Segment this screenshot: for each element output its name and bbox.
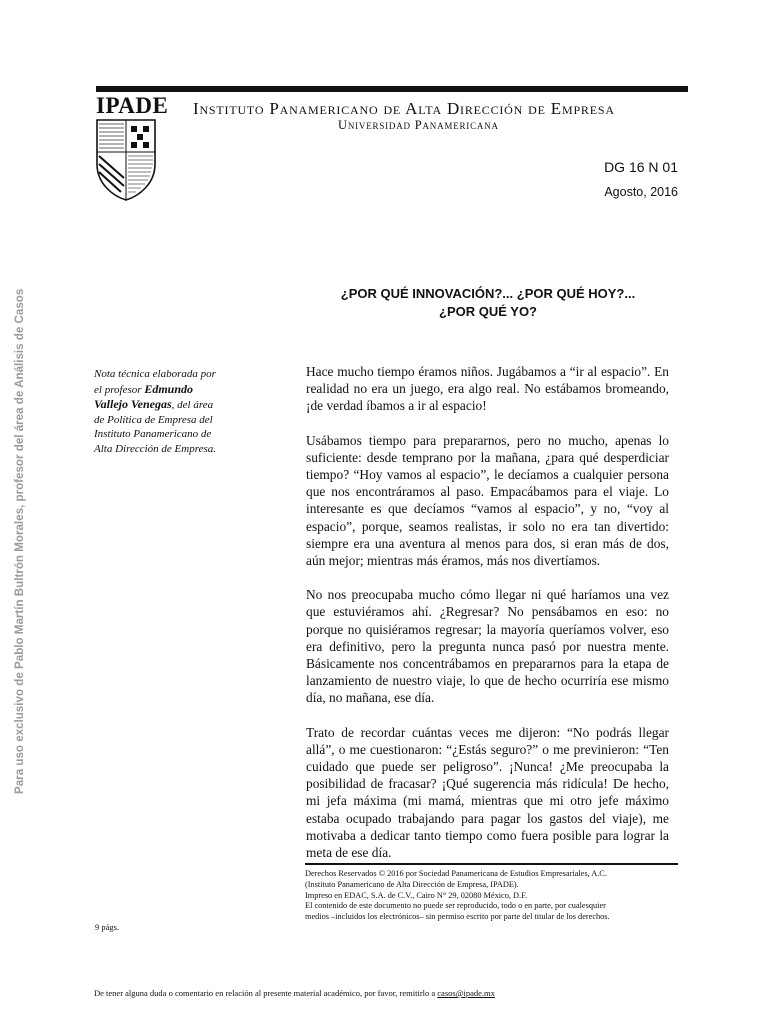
copyright-line-2: (Instituto Panamericano de Alta Dirección de Empresa, IPADE).: [305, 879, 519, 889]
university-name: Universidad Panamericana: [338, 118, 499, 132]
document-title: [300, 285, 676, 321]
copyright-rule: [305, 863, 678, 865]
paragraph-1: Hace mucho tiempo éramos niños. Jugábamos a “ir al espacio”. En realidad no era un juego, era algo real. No estábamos bromeando, ¡de verdad íbamos a ir al espacio!: [306, 364, 669, 414]
shield-icon: [95, 118, 157, 202]
author-note: [94, 367, 219, 456]
author-name: Edmundo Vallejo Venegas: [94, 381, 193, 411]
author-note-pre: Nota técnica elaborada por el profesor: [94, 368, 216, 396]
copyright-block: [305, 869, 678, 923]
footer-note: [94, 988, 495, 998]
side-watermark: Para uso exclusivo de Pablo Martín Bultrón Morales, profesor del área de Análisis de Casos: [13, 288, 26, 794]
title-line-2: ¿POR QUÉ YO?: [439, 304, 537, 319]
page-count: 9 págs.: [95, 922, 120, 932]
ipade-logo-text: IPADE: [96, 93, 169, 118]
copyright-line-4: El contenido de este documento no puede ser reproducido, todo o en parte, por cualesquier: [305, 901, 606, 911]
copyright-line-5: medios –incluidos los electrónicos– sin permiso escrito por parte del titular de los derechos.: [305, 912, 610, 922]
title-line-1: ¿POR QUÉ INNOVACIÓN?... ¿POR QUÉ HOY?...: [340, 286, 636, 301]
body-text: [306, 363, 669, 878]
author-note-post: , del área de Política de Empresa del Instituto Panamericano de Alta Dirección de Empresa.: [94, 399, 216, 455]
copyright-line-3: Impreso en EDAC, S.A. de C.V., Cairo N° 29, 02080 México, D.F.: [305, 890, 528, 900]
footer-text: De tener alguna duda o comentario en relación al presente material académico, por favor, remitirlo a: [94, 988, 438, 998]
institution-name: Instituto Panamericano de Alta Dirección de Empresa: [193, 99, 615, 118]
header-rule: [96, 86, 688, 92]
contact-email-link[interactable]: casos@ipade.mx: [437, 988, 495, 998]
document-date: Agosto, 2016: [604, 185, 678, 199]
document-code: DG 16 N 01: [604, 159, 678, 175]
paragraph-3: No nos preocupaba mucho cómo llegar ni qué haríamos una vez que estuviéramos ahí. ¿Regresar? No pensábamos en eso: no porque no quisiéramos regresar; la mayoría queríamos volver, eso era definitivo, pero la pregunta nunca pasó por nuestra mente. Básicamente nos concentrábamos en prepararnos para la etapa de lanzamiento de nuestro viaje, lo que de hecho ocurriría ese mismo día, no mañana, ese día.: [306, 587, 669, 706]
paragraph-4: Trato de recordar cuántas veces me dijeron: “No podrás llegar allá”, o me cuestionaron: “¿Estás seguro?” o me previnieron: “Ten cuidado que puede ser peligroso”. ¡Nunca! ¿Me preocupaba la posibilidad de fracasar? ¡Qué sugerencia más ridícula! De hecho, mi jefa máxima (mi mamá, mientras que mi otro jefe máximo estaba ocupado trabajando para pagar los gastos del viaje), me motivaba a dedicar tanto tiempo como fuera posible para lograr la meta de ese día.: [306, 724, 669, 861]
copyright-line-1: Derechos Reservados © 2016 por Sociedad Panamericana de Estudios Empresariales, A.C.: [305, 869, 607, 878]
paragraph-2: Usábamos tiempo para prepararnos, pero no mucho, apenas lo suficiente: desde temprano por la mañana, ¿para qué desperdiciar tiempo? “Hoy vamos al espacio”, le decíamos a cualquier persona que nos encontráramos al paso. Empacábamos para el viaje. Lo interesante es que decíamos “vamos al espacio”, y no, “voy al espacio”, porque, seamos realistas, ir solo no era tan divertido: siempre era una aventura al menos para dos, si eran más de dos, aún mejor; mientras más éramos, más nos divertíamos.: [306, 432, 669, 569]
